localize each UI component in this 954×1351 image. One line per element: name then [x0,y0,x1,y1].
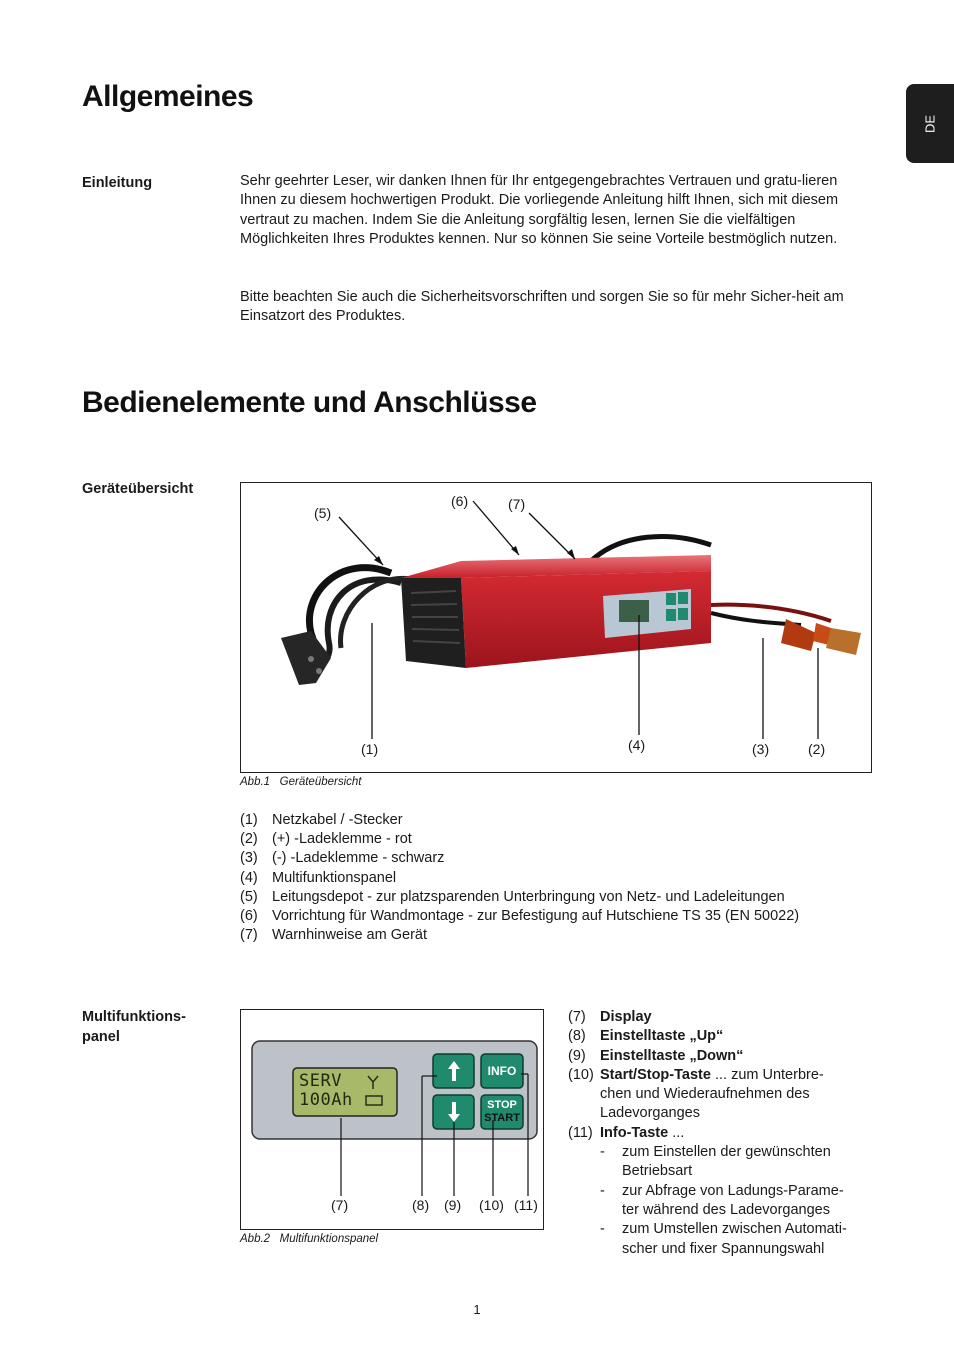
callout-5: (5) [314,505,332,521]
arrow-down-icon [447,1101,461,1123]
legend-item: (1) Netzkabel / -Stecker [240,812,403,828]
callout-2: (2) [808,741,826,757]
panel-legend [568,1008,888,1259]
legend-item: (6) Vorrichtung für Wandmontage - zur Befestigung auf Hutschiene TS 35 (EN 50022) [240,908,800,925]
overview-label: Geräteübersicht [82,481,194,497]
charger-illustration [241,483,871,772]
callout-6: (6) [451,493,469,509]
start-label: START [484,1112,520,1124]
callout-7: (7) [508,496,526,512]
legend-item: (3) (-) -Ladeklemme - schwarz [240,850,445,867]
section-title-bedienelemente: Bedienelemente und Anschlüsse [82,386,537,419]
page-number: 1 [473,1302,481,1317]
legend-item: (2) (+) -Ladeklemme - rot [240,831,412,848]
panel-callout-10: (10) [479,1197,504,1213]
panel-callout-8: (8) [412,1197,430,1213]
panel-label-line2: panel [82,1029,120,1045]
legend-item: (4) Multifunktionspanel [240,869,397,886]
language-tab-label: DE [922,114,938,133]
lcd-line-1: SERV [299,1071,342,1091]
panel-legend-item: (11) Info-Taste ... [568,1124,685,1141]
panel-legend-item: (8) Einstelltaste „Up“ [568,1028,724,1045]
panel-label [82,1007,186,1047]
figure2-caption-text: Multifunktionspanel [279,1233,379,1245]
figure1-caption-text: Geräteübersicht [279,776,362,788]
panel-callout-7: (7) [331,1197,349,1213]
figure2-caption [240,1233,378,1245]
language-tab [906,84,954,163]
panel-callout-11: (11) [514,1197,538,1213]
panel-legend-item: (9) Einstelltaste „Down“ [568,1047,744,1064]
callout-4: (4) [628,737,646,753]
figure2-caption-num: Abb.2 [240,1233,271,1245]
start-stop-button[interactable] [481,1095,523,1129]
stop-label: STOP [487,1099,517,1111]
intro-paragraph-2: Bitte beachten Sie auch die Sicherheitsvorschriften und sorgen Sie so für mehr Sicher-heit am Einsatzort des Produktes. [240,289,844,325]
arrow-up-icon [447,1060,461,1082]
panel-legend-subitem: - zur Abfrage von Ladungs-Parame- ter während des Ladevorganges [600,1182,844,1218]
lcd-line-2: 100Ah [299,1090,353,1110]
down-button[interactable] [433,1095,474,1129]
lcd-display [299,1072,353,1110]
callout-1: (1) [361,741,379,757]
legend-item: (7) Warnhinweise am Gerät [240,927,427,944]
info-button[interactable]: INFO [487,1064,517,1078]
panel-callout-9: (9) [444,1197,462,1213]
section-title-allgemeines: Allgemeines [82,80,254,113]
figure1-caption [240,776,361,788]
up-button[interactable] [433,1054,474,1088]
panel-legend-item: (10) Start/Stop-Taste ... zum Unterbre- chen und Wiederaufnehmen des Ladevorganges [568,1066,824,1122]
panel-label-line1: Multifunktions- [82,1009,186,1025]
callout-3: (3) [752,741,770,757]
intro-paragraph-1: Sehr geehrter Leser, wir danken Ihnen für Ihr entgegengebrachtes Vertrauen und gratu-lieren Ihnen zu diesem hochwertigen Produkt. Die vorliegende Anleitung hilft Ihnen, sich mit diesem vertraut zu machen. Indem Sie die Anleitung sorgfältig lesen, lernen Sie die vielfältigen Möglichkeiten Ihres Produktes kennen. Nur so können Sie seine Vorteile bestmöglich nutzen. [240,173,839,248]
figure-multifunction-panel [240,1009,544,1230]
panel-legend-subitem: - zum Einstellen der gewünschten Betriebsart [600,1144,831,1180]
figure1-caption-num: Abb.1 [240,776,271,788]
intro-label: Einleitung [82,175,153,191]
panel-legend-subitem: - zum Umstellen zwischen Automati- scher und fixer Spannungswahl [600,1221,847,1257]
figure-device-overview [240,482,872,773]
panel-legend-item: (7) Display [568,1009,652,1025]
device-legend [240,811,799,945]
legend-item: (5) Leitungsdepot - zur platzsparenden Unterbringung von Netz- und Ladeleitungen [240,888,785,905]
